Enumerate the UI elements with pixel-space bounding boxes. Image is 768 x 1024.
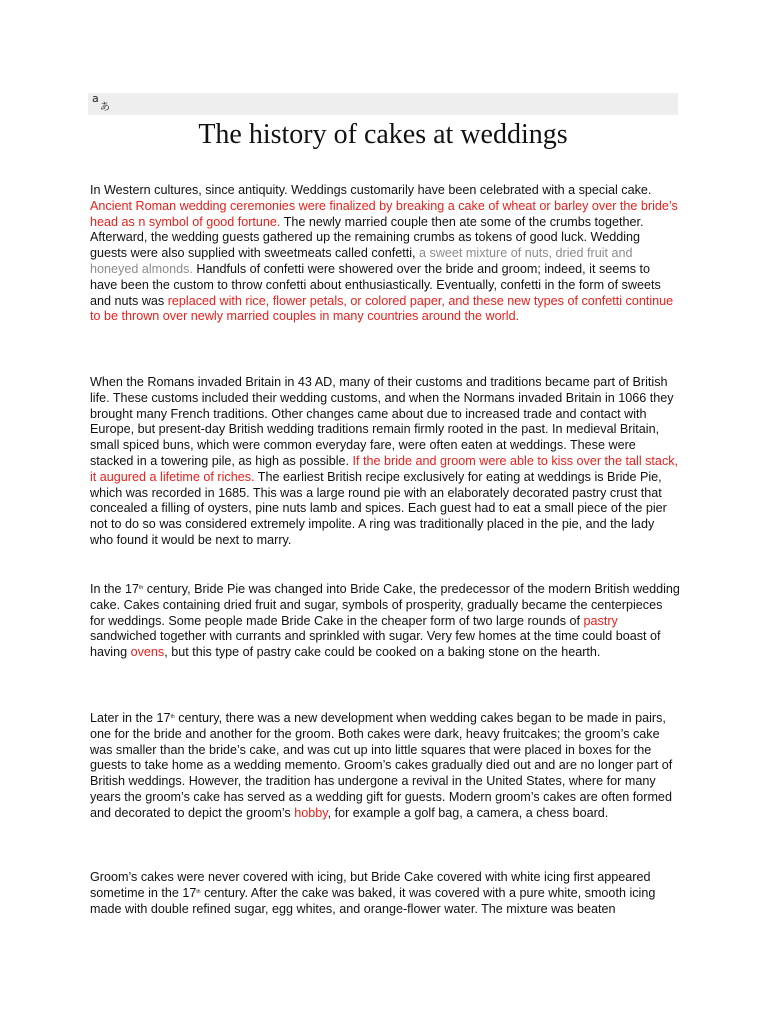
highlight-red: hobby [294,805,328,820]
paragraph-3: In the 17th century, Bride Pie was changed into Bride Cake, the predecessor of the modern British wedding cake. Cakes containing dried fruit and sugar, symbols of prosperity, gradually became the centerpieces for weddings. Some people made Bride Cake in the cheaper form of two large rounds of pastry sandwiched together with currants and sprinkled with sugar. Very few homes at the time could boast of having ovens, but this type of pastry cake could be cooked on a baking stone on the hearth. [90,582,680,660]
paragraph-5: Groom’s cakes were never covered with icing, but Bride Cake covered with white icing first appeared sometime in the 17th century. After the cake was baked, it was covered with a pure white, smooth icing made with double refined sugar, egg whites, and orange-flower water. The mixture was beaten [90,870,656,916]
page-title: The history of cakes at weddings [198,119,568,150]
paragraph-1: In Western cultures, since antiquity. Weddings customarily have been celebrated with a special cake. Ancient Roman wedding ceremonies were finalized by breaking a cake of wheat or barley over the bride’s head as n symbol of good fortune. The newly married couple then ate some of the crumbs together. Afterward, the wedding guests gathered up the remaining crumbs as tokens of good luck. Wedding guests were also supplied with sweetmeats called confetti, a sweet mixture of nuts, dried fruit and honeyed almonds. Handfuls of confetti were showered over the bride and groom; indeed, it seems to have been the custom to throw confetti about enthusiastically. Eventually, confetti in the form of sweets and nuts was replaced with rice, flower petals, or colored paper, and these new types of confetti continue to be thrown over newly married couples in many countries around the world. [90,183,678,324]
highlight-gray: a sweet mixture of nuts, dried fruit and honeyed almonds. [90,246,633,276]
translate-icon[interactable]: a あ [92,92,110,113]
highlight-red: ovens [130,645,165,660]
paragraph-4: Later in the 17th century, there was a new development when wedding cakes began to be made in pairs, one for the bride and another for the groom. Both cakes were dark, heavy fruitcakes; the groom’s cake was smaller than the bride’s cake, and was cut up into little squares that were placed in boxes for the guests to take home as a wedding memento. Groom’s cakes gradually died out and are no longer part of British weddings. However, the tradition has undergone a revival in the United States, where for many years the groom’s cake has served as a wedding gift for guests. Modern groom’s cakes are often formed and decorated to depict the groom’s hobby, for example a golf bag, a camera, a chess board. [90,711,673,820]
highlight-red: Ancient Roman wedding ceremonies were finalized by breaking a cake of wheat or barley over the bride’s head as n symbol of good fortune. [90,198,678,229]
highlight-red: If the bride and groom were able to kiss over the tall stack, it augured a lifetime of riches. [90,453,679,484]
highlight-red: replaced with rice, flower petals, or colored paper, and these new types of confetti continue to be thrown over newly married couples in many countries around the world. [90,293,674,324]
paragraph-2: When the Romans invaded Britain in 43 AD, many of their customs and traditions became part of British life. These customs included their wedding customs, and when the Normans invaded Britain in 1066 they brought many French traditions. Other changes came about due to increased trade and contact with Europe, but present-day British wedding traditions remain firmly rooted in the past. In medieval Britain, small spiced buns, which were common everyday fare, were often eaten at weddings. These were stacked in a towering pile, as high as possible. If the bride and groom were able to kiss over the tall stack, it augured a lifetime of riches. The earliest British recipe exclusively for eating at weddings is Bride Pie, which was recorded in 1685. This was a large round pie with an elaborately decorated pastry crust that concealed a filling of oysters, pine nuts lamb and spices. Each guest had to eat a small piece of the pier not to do so was considered extremely impolite. A ring was traditionally placed in the pie, and the lady who found it would be next to marry. [90,375,679,547]
highlight-red: pastry [583,613,618,628]
translate-toolbar [88,93,678,115]
